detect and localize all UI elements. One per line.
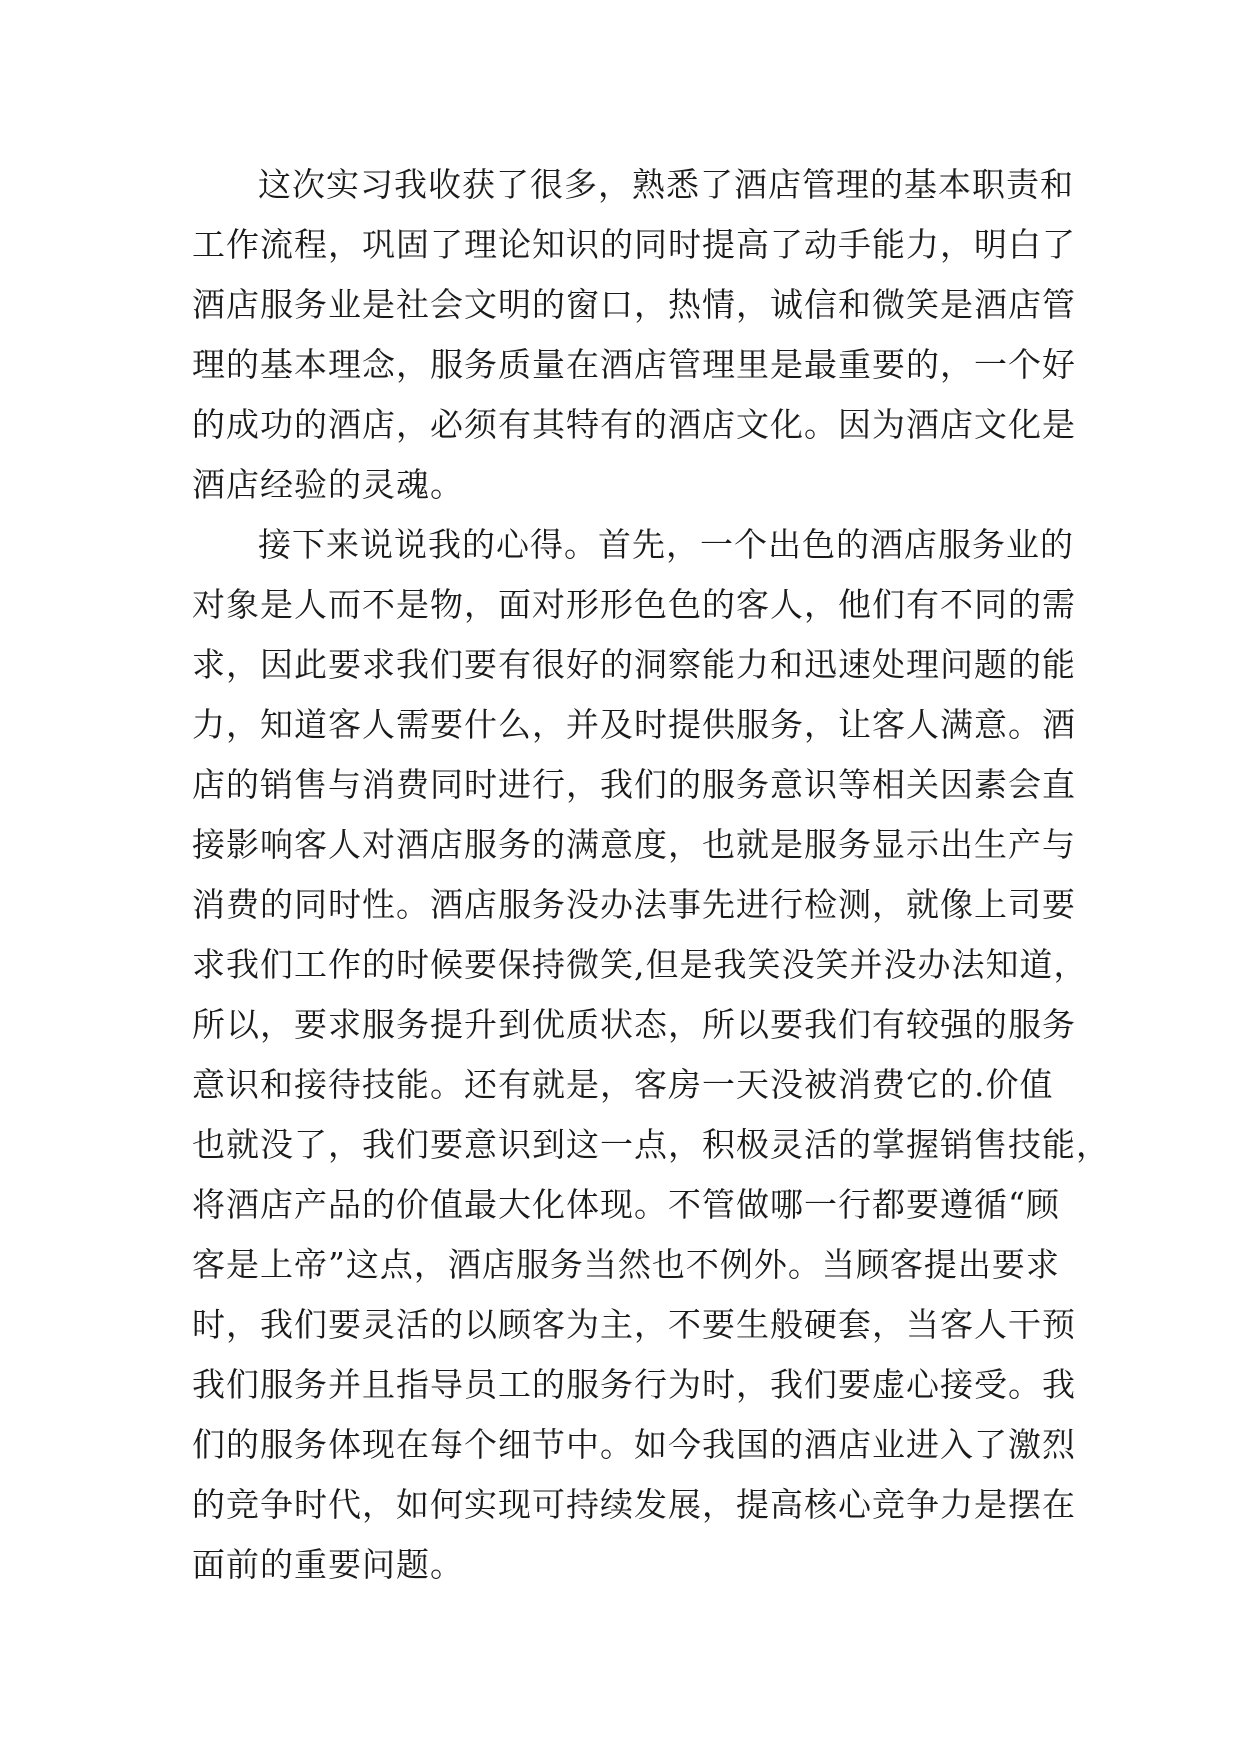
text-line: 也就没了，我们要意识到这一点，积极灵活的掌握销售技能， [192, 1125, 1110, 1164]
text-line: 店的销售与消费同时进行，我们的服务意识等相关因素会直 [192, 765, 1076, 804]
text-line: 力，知道客人需要什么，并及时提供服务，让客人满意。酒 [192, 705, 1076, 744]
text-line: 面前的重要问题。 [192, 1545, 464, 1584]
text-line: 我们服务并且指导员工的服务行为时，我们要虚心接受。我 [192, 1365, 1076, 1404]
text-line: 接影响客人对酒店服务的满意度，也就是服务显示出生产与 [192, 825, 1076, 864]
text-line: 客是上帝”这点，酒店服务当然也不例外。当顾客提出要求 [192, 1245, 1060, 1284]
document-body [192, 155, 1110, 1595]
text-line: 所以，要求服务提升到优质状态，所以要我们有较强的服务 [192, 1005, 1076, 1044]
text-line: 理的基本理念，服务质量在酒店管理里是最重要的，一个好 [192, 345, 1076, 384]
text-line: 对象是人而不是物，面对形形色色的客人，他们有不同的需 [192, 585, 1076, 624]
text-line: 们的服务体现在每个细节中。如今我国的酒店业进入了激烈 [192, 1425, 1076, 1464]
text-line: 工作流程，巩固了理论知识的同时提高了动手能力，明白了 [192, 225, 1076, 264]
text-line: 求，因此要求我们要有很好的洞察能力和迅速处理问题的能 [192, 645, 1076, 684]
text-line: 消费的同时性。酒店服务没办法事先进行检测，就像上司要 [192, 885, 1076, 924]
text-line: 将酒店产品的价值最大化体现。不管做哪一行都要遵循“顾 [192, 1185, 1060, 1224]
text-line: 求我们工作的时候要保持微笑,但是我笑没笑并没办法知道， [192, 945, 1088, 984]
paragraph-1 [192, 155, 1076, 515]
paragraph-2 [192, 515, 1110, 1595]
text-line: 接下来说说我的心得。首先，一个出色的酒店服务业的 [258, 525, 1074, 564]
text-line: 时，我们要灵活的以顾客为主，不要生般硬套，当客人干预 [192, 1305, 1076, 1344]
text-line: 这次实习我收获了很多，熟悉了酒店管理的基本职责和 [258, 165, 1074, 204]
text-line: 酒店服务业是社会文明的窗口，热情，诚信和微笑是酒店管 [192, 285, 1076, 324]
text-line: 意识和接待技能。还有就是，客房一天没被消费它的.价值 [192, 1065, 1054, 1104]
text-line: 的竞争时代，如何实现可持续发展，提高核心竞争力是摆在 [192, 1485, 1076, 1524]
text-line: 的成功的酒店，必须有其特有的酒店文化。因为酒店文化是 [192, 405, 1076, 444]
text-line: 酒店经验的灵魂。 [192, 465, 464, 504]
